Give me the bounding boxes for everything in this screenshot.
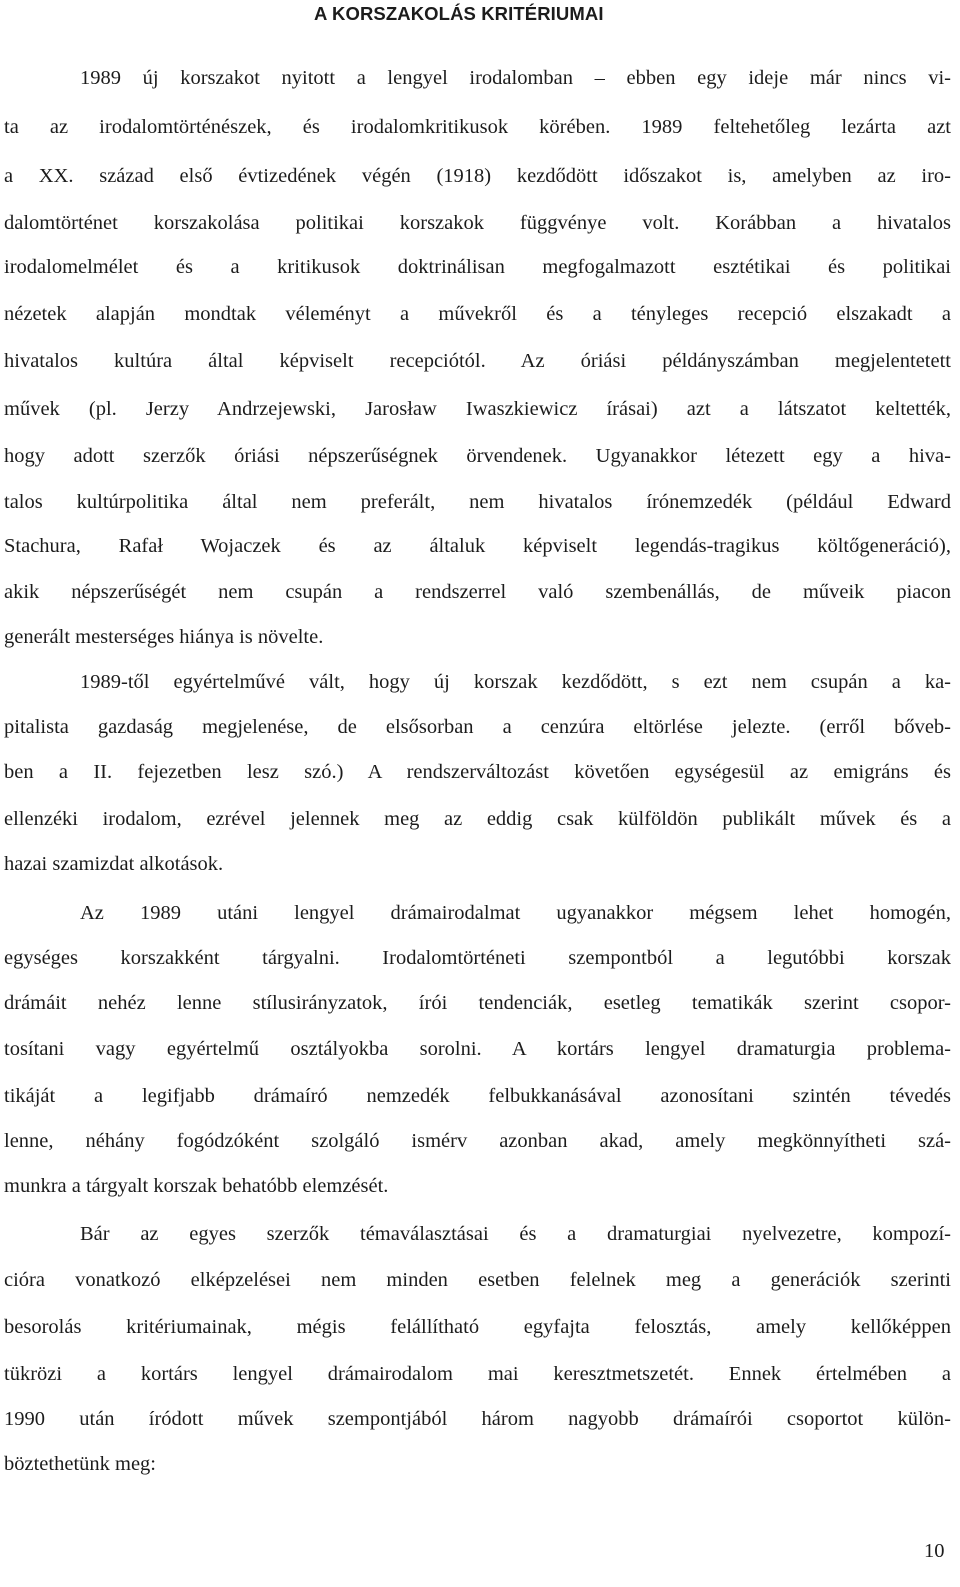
section-heading: A KORSZAKOLÁS KRITÉRIUMAI bbox=[314, 3, 604, 24]
text-line: lenne, néhány fogódzóként szolgáló ismérv azonban akad, amely megkönnyítheti szá- bbox=[4, 1130, 951, 1152]
text-line: ellenzéki irodalom, ezrével jelennek meg az eddig csak külföldön publikált művek és a bbox=[4, 808, 951, 830]
text-line: drámáit nehéz lenne stílusirányzatok, írói tendenciák, esetleg tematikák szerint csopor- bbox=[4, 992, 951, 1014]
text-line: generált mesterséges hiánya is növelte. bbox=[4, 626, 324, 648]
text-line: hivatalos kultúra által képviselt recepciótól. Az óriási példányszámban megjelentetett bbox=[4, 350, 951, 372]
text-line: tükrözi a kortárs lengyel drámairodalom mai keresztmetszetét. Ennek értelmében a bbox=[4, 1363, 951, 1385]
text-line: akik népszerűségét nem csupán a rendszerrel való szembenállás, de műveik piacon bbox=[4, 581, 951, 603]
text-line: nézetek alapján mondtak véleményt a művekről és a tényleges recepció elszakadt a bbox=[4, 303, 951, 325]
text-line: hazai szamizdat alkotások. bbox=[4, 853, 224, 875]
text-line: Stachura, Rafał Wojaczek és az általuk képviselt legendás-tragikus költőgeneráció), bbox=[4, 535, 951, 557]
text-line: cióra vonatkozó elképzelései nem minden esetben felelnek meg a generációk szerinti bbox=[4, 1269, 951, 1291]
text-line: pitalista gazdaság megjelenése, de elsősorban a cenzúra eltörlése jelezte. (erről bőveb- bbox=[4, 716, 951, 738]
text-line: böztethetünk meg: bbox=[4, 1453, 156, 1475]
text-line: talos kultúrpolitika által nem preferált, nem hivatalos írónemzedék (például Edward bbox=[4, 491, 951, 513]
text-line: 1989-től egyértelművé vált, hogy új korszak kezdődött, s ezt nem csupán a ka- bbox=[80, 671, 951, 693]
text-line: hogy adott szerzők óriási népszerűségnek örvendenek. Ugyanakkor létezett egy a hiva- bbox=[4, 445, 951, 467]
text-line: irodalomelmélet és a kritikusok doktrinálisan megfogalmazott esztétikai és politikai bbox=[4, 256, 951, 278]
text-line: besorolás kritériumainak, mégis felállítható egyfajta felosztás, amely kellőképpen bbox=[4, 1316, 951, 1338]
text-line: ben a II. fejezetben lesz szó.) A rendszerváltozást követően egységesül az emigráns és bbox=[4, 761, 951, 783]
text-line: 1989 új korszakot nyitott a lengyel irodalomban – ebben egy ideje már nincs vi- bbox=[80, 67, 951, 89]
text-line: ta az irodalomtörténészek, és irodalomkritikusok körében. 1989 feltehetőleg lezárta azt bbox=[4, 116, 951, 138]
page-number: 10 bbox=[924, 1540, 945, 1562]
text-line: 1990 után íródott művek szempontjából három nagyobb drámaírói csoportot külön- bbox=[4, 1408, 951, 1430]
text-line: tosítani vagy egyértelmű osztályokba sorolni. A kortárs lengyel dramaturgia problema- bbox=[4, 1038, 951, 1060]
text-line: Az 1989 utáni lengyel drámairodalmat ugyanakkor mégsem lehet homogén, bbox=[80, 902, 951, 924]
text-line: dalomtörténet korszakolása politikai korszakok függvénye volt. Korábban a hivatalos bbox=[4, 212, 951, 234]
text-line: Bár az egyes szerzők témaválasztásai és a dramaturgiai nyelvezetre, kompozí- bbox=[80, 1223, 951, 1245]
text-line: munkra a tárgyalt korszak behatóbb elemzését. bbox=[4, 1175, 389, 1197]
text-line: a XX. század első évtizedének végén (1918) kezdődött időszakot is, amelyben az iro- bbox=[4, 165, 951, 187]
text-line: tikáját a legifjabb drámaíró nemzedék felbukkanásával azonosítani szintén tévedés bbox=[4, 1085, 951, 1107]
text-line: egységes korszakként tárgyalni. Irodalomtörténeti szempontból a legutóbbi korszak bbox=[4, 947, 951, 969]
text-line: művek (pl. Jerzy Andrzejewski, Jarosław Iwaszkiewicz írásai) azt a látszatot keltették, bbox=[4, 398, 951, 420]
